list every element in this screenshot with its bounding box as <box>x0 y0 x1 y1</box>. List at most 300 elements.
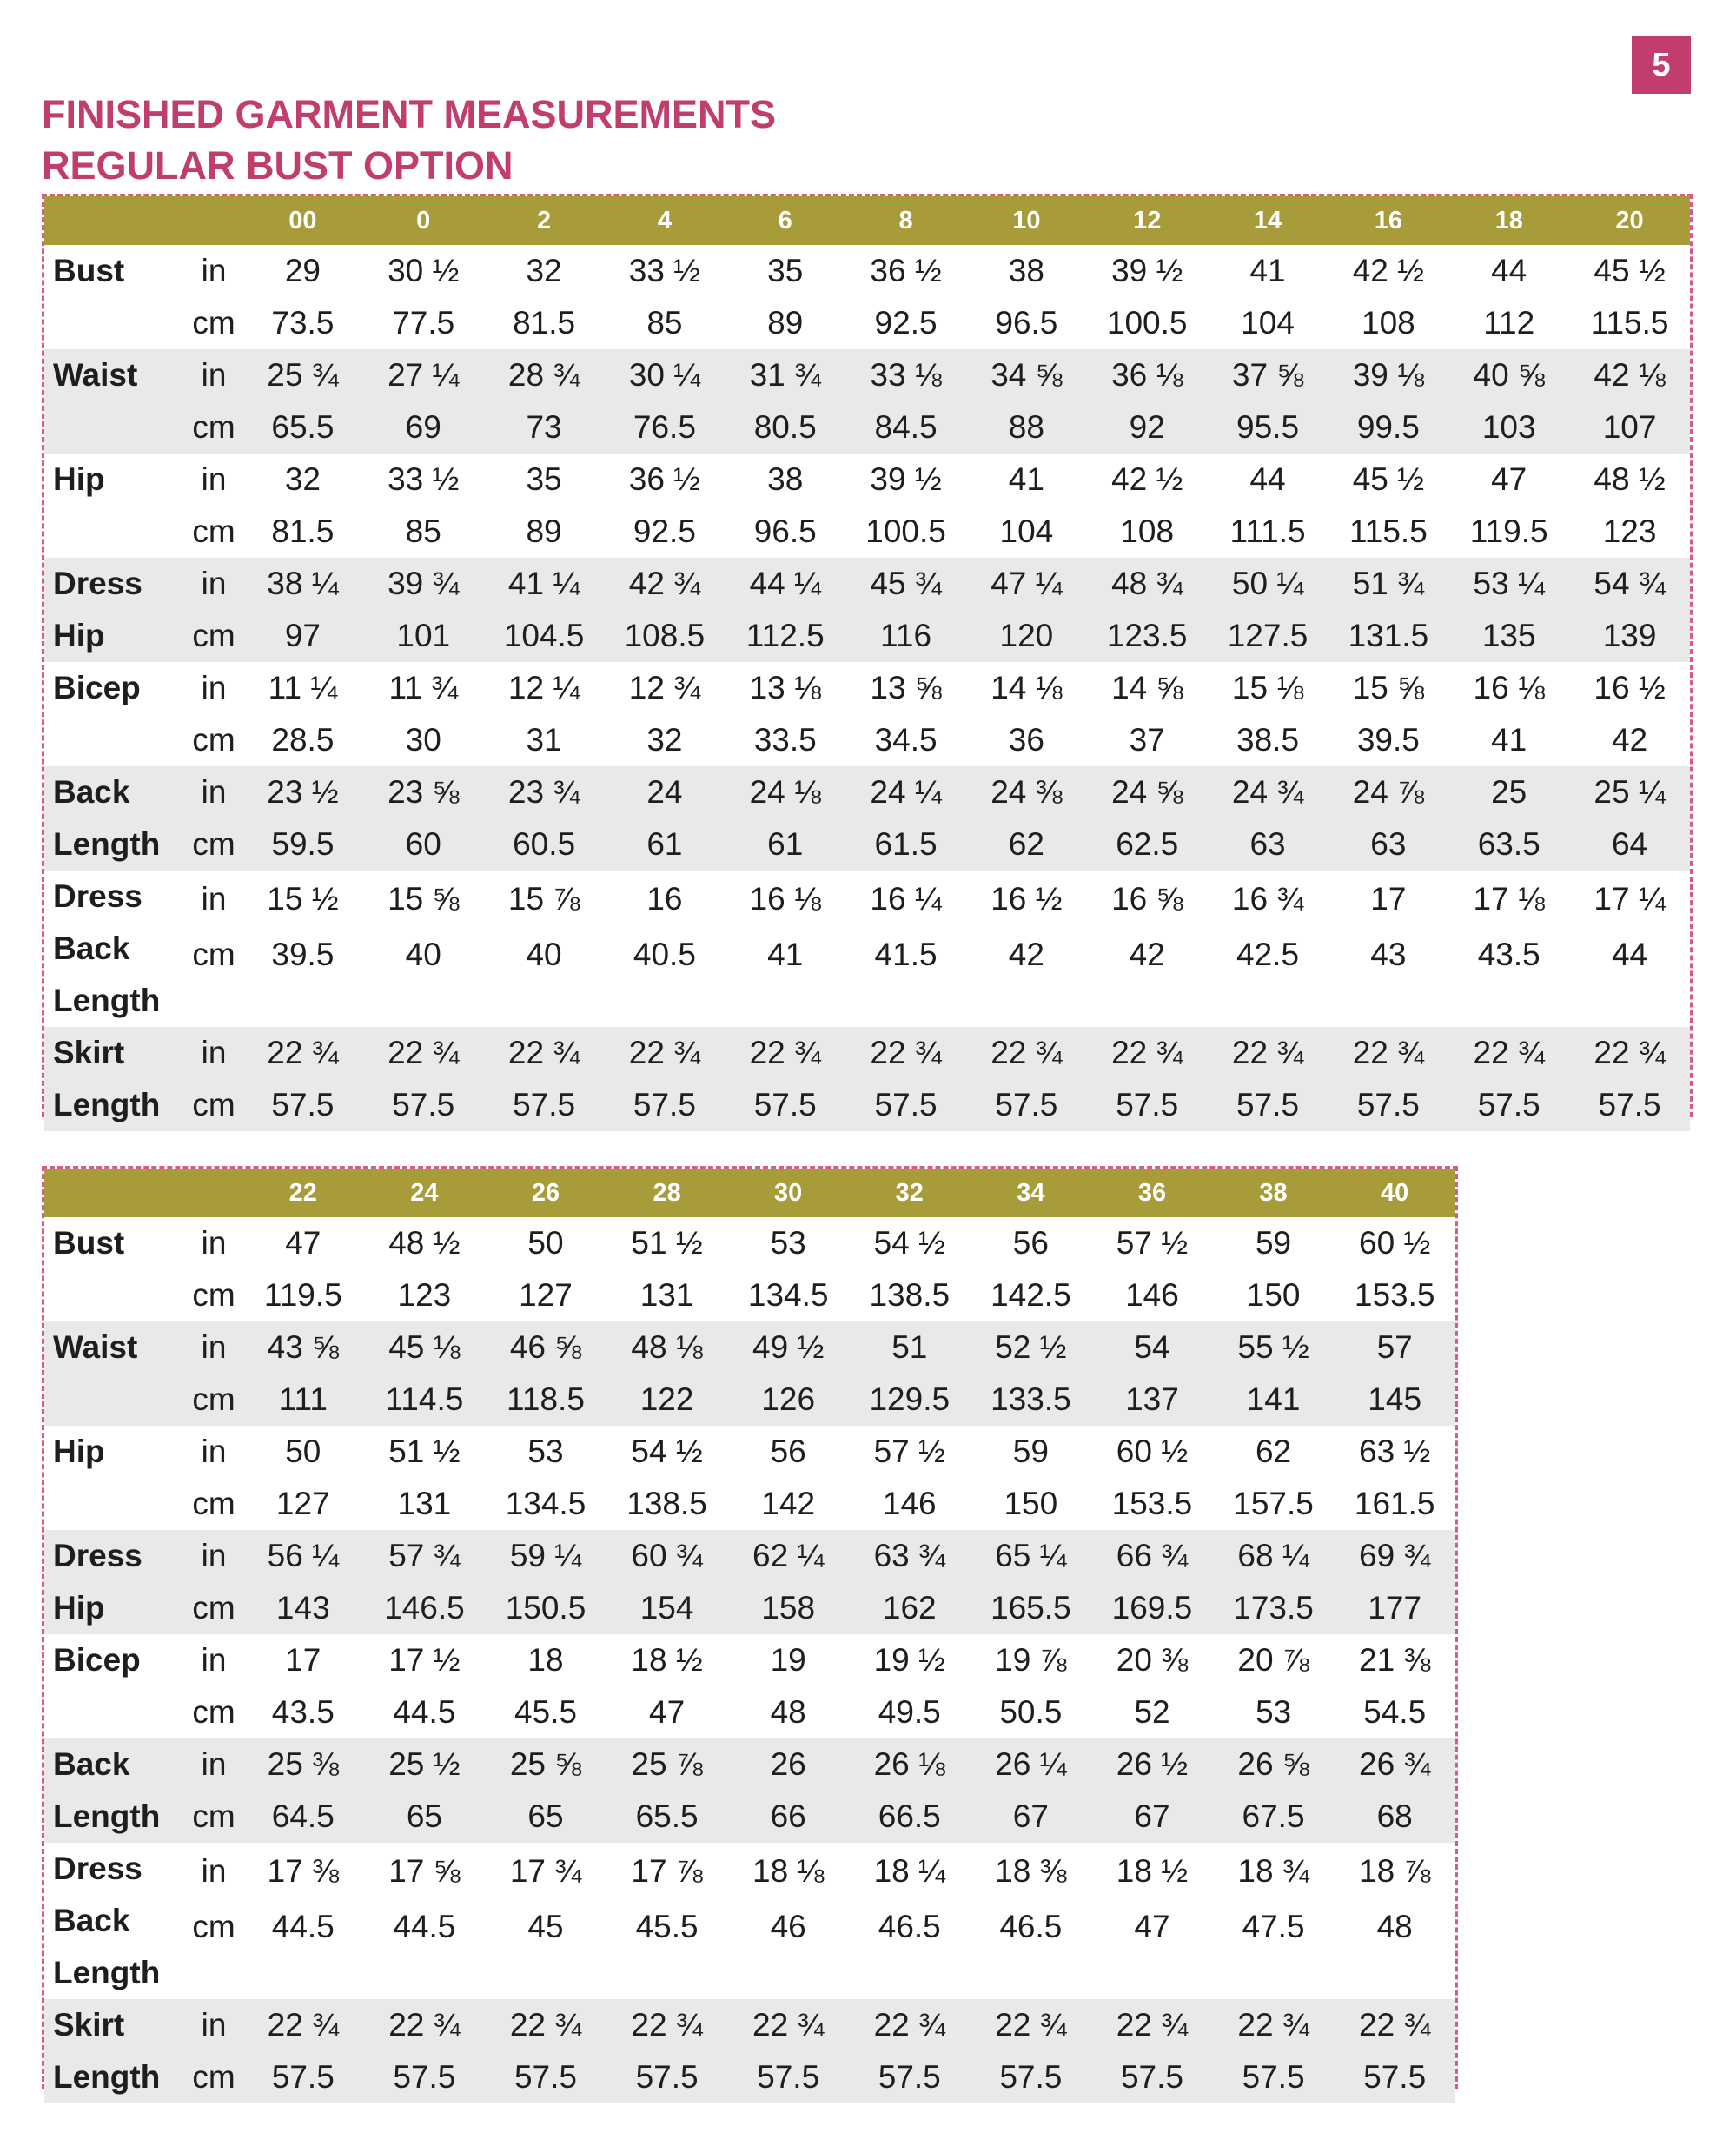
measurement-value: 169.5 <box>1091 1582 1213 1634</box>
measurement-value: 104.5 <box>484 610 605 662</box>
measurement-value: 42 ½ <box>1328 245 1448 297</box>
measurement-value: 11 ¼ <box>242 662 363 714</box>
unit-label: in <box>185 1738 242 1791</box>
measurement-value: 135 <box>1448 610 1569 662</box>
measurement-value: 104 <box>966 506 1087 558</box>
measurement-value: 57.5 <box>1448 1079 1569 1131</box>
measurement-value: 17 <box>242 1634 364 1686</box>
measurement-value: 39 ¾ <box>363 558 484 610</box>
measurement-value: 22 ¾ <box>966 1027 1087 1079</box>
measurement-value: 107 <box>1569 401 1690 454</box>
measurement-value: 45 ½ <box>1569 245 1690 297</box>
measurement-value: 39 ½ <box>845 454 966 506</box>
measurement-value: 62.5 <box>1087 818 1208 871</box>
measurement-label: Bust <box>44 1217 185 1321</box>
measurement-value: 111.5 <box>1208 506 1329 558</box>
unit-label: cm <box>185 1079 242 1131</box>
measurement-value: 60 ½ <box>1334 1217 1455 1269</box>
measurement-value: 44 <box>1208 454 1329 506</box>
measurement-value: 48 ⅛ <box>606 1321 728 1374</box>
measurement-value: 22 ¾ <box>242 1027 363 1079</box>
table-row <box>44 454 1690 506</box>
size-header-cell: 16 <box>1328 196 1448 245</box>
size-header-cell: 12 <box>1087 196 1208 245</box>
measurement-value: 57.5 <box>364 2051 486 2103</box>
size-header-cell: 00 <box>242 196 363 245</box>
measurement-value: 46 ⅝ <box>485 1321 606 1374</box>
measurement-value: 17 ¼ <box>1569 871 1690 929</box>
measurement-value: 39.5 <box>1328 714 1448 766</box>
unit-label: in <box>185 1999 242 2051</box>
measurement-value: 63 ½ <box>1334 1426 1455 1478</box>
measurement-value: 22 ¾ <box>1213 1999 1335 2051</box>
measurement-value: 62 <box>966 818 1087 871</box>
measurement-value: 88 <box>966 401 1087 454</box>
measurement-value: 67.5 <box>1213 1791 1335 1843</box>
measurement-value: 23 ½ <box>242 766 363 818</box>
table-row <box>44 297 1690 349</box>
measurement-value: 42 <box>1569 714 1690 766</box>
measurement-value: 81.5 <box>242 506 363 558</box>
measurement-value: 49.5 <box>849 1686 971 1738</box>
size-header-cell: 30 <box>727 1169 849 1217</box>
measurement-value: 22 ¾ <box>1091 1999 1213 2051</box>
measurement-value: 37 ⅝ <box>1208 349 1329 401</box>
measurement-value: 15 ½ <box>242 871 363 929</box>
measurement-value: 57 ½ <box>849 1426 971 1478</box>
measurement-value: 57.5 <box>363 1079 484 1131</box>
measurement-label: Back Length <box>44 766 185 871</box>
measurement-value: 52 ½ <box>971 1321 1092 1374</box>
measurement-label: Dress Back Length <box>44 1843 185 1999</box>
measurement-value: 92.5 <box>604 506 725 558</box>
measurement-value: 31 <box>484 714 605 766</box>
measurement-value: 84.5 <box>845 401 966 454</box>
unit-label: cm <box>185 714 242 766</box>
size-header-cell: 32 <box>849 1169 971 1217</box>
measurements-table <box>44 196 1690 1131</box>
measurement-value: 57.5 <box>1091 2051 1213 2103</box>
measurement-value: 62 ¼ <box>727 1530 849 1582</box>
measurement-value: 42 ⅛ <box>1569 349 1690 401</box>
measurement-value: 24 ⅜ <box>966 766 1087 818</box>
measurement-value: 22 ¾ <box>727 1999 849 2051</box>
measurement-value: 17 ⅜ <box>242 1843 364 1901</box>
measurement-value: 53 <box>1213 1686 1335 1738</box>
table-row <box>44 1843 1455 1901</box>
table-row <box>44 1999 1455 2051</box>
measurement-value: 51 <box>849 1321 971 1374</box>
measurement-label: Waist <box>44 1321 185 1426</box>
measurement-value: 51 ½ <box>606 1217 728 1269</box>
unit-label: cm <box>185 1374 242 1426</box>
table-row <box>44 506 1690 558</box>
measurement-value: 139 <box>1569 610 1690 662</box>
size-header-cell: 34 <box>971 1169 1092 1217</box>
measurement-value: 41 <box>725 929 845 1027</box>
measurement-value: 48 <box>1334 1901 1455 1999</box>
measurement-value: 53 ¼ <box>1448 558 1569 610</box>
measurement-value: 67 <box>1091 1791 1213 1843</box>
measurement-value: 97 <box>242 610 363 662</box>
table-row <box>44 1478 1455 1530</box>
measurement-value: 65 <box>364 1791 486 1843</box>
measurement-value: 43 <box>1328 929 1448 1027</box>
unit-label: in <box>185 1027 242 1079</box>
measurement-value: 173.5 <box>1213 1582 1335 1634</box>
size-header-cell: 24 <box>364 1169 486 1217</box>
measurement-value: 47 ¼ <box>966 558 1087 610</box>
measurement-value: 80.5 <box>725 401 845 454</box>
measurement-value: 44 <box>1448 245 1569 297</box>
table-row <box>44 1321 1455 1374</box>
measurement-value: 22 ¾ <box>1569 1027 1690 1079</box>
measurement-value: 18 <box>485 1634 606 1686</box>
measurement-value: 22 ¾ <box>845 1027 966 1079</box>
unit-label: in <box>185 871 242 929</box>
measurement-value: 100.5 <box>845 506 966 558</box>
measurement-value: 146 <box>849 1478 971 1530</box>
measurement-value: 33 ½ <box>604 245 725 297</box>
measurement-value: 38 ¼ <box>242 558 363 610</box>
unit-label: cm <box>185 2051 242 2103</box>
size-header-row <box>44 196 1690 245</box>
measurement-value: 17 ½ <box>364 1634 486 1686</box>
measurement-value: 17 <box>1328 871 1448 929</box>
measurement-value: 26 ½ <box>1091 1738 1213 1791</box>
measurement-value: 24 ⅛ <box>725 766 845 818</box>
measurement-value: 112.5 <box>725 610 845 662</box>
measurement-value: 45.5 <box>606 1901 728 1999</box>
header-blank <box>185 1169 242 1217</box>
measurement-value: 111 <box>242 1374 364 1426</box>
measurements-table-sizes-00-20 <box>42 194 1693 1122</box>
size-header-cell: 38 <box>1213 1169 1335 1217</box>
measurement-value: 45.5 <box>485 1686 606 1738</box>
measurement-value: 114.5 <box>364 1374 486 1426</box>
table-row <box>44 1374 1455 1426</box>
measurement-value: 46.5 <box>971 1901 1092 1999</box>
measurement-value: 14 ⅝ <box>1087 662 1208 714</box>
measurement-value: 129.5 <box>849 1374 971 1426</box>
measurement-value: 85 <box>604 297 725 349</box>
table-row <box>44 349 1690 401</box>
measurement-value: 22 ¾ <box>485 1999 606 2051</box>
measurement-value: 22 ¾ <box>484 1027 605 1079</box>
unit-label: in <box>185 558 242 610</box>
table-row <box>44 1738 1455 1791</box>
measurement-value: 150 <box>1213 1269 1335 1321</box>
measurement-value: 143 <box>242 1582 364 1634</box>
unit-label: cm <box>185 1901 242 1999</box>
measurement-value: 27 ¼ <box>363 349 484 401</box>
measurement-value: 61.5 <box>845 818 966 871</box>
measurement-label: Hip <box>44 1426 185 1530</box>
measurement-value: 16 <box>604 871 725 929</box>
measurement-value: 57 <box>1334 1321 1455 1374</box>
measurement-value: 32 <box>484 245 605 297</box>
measurement-value: 18 ¾ <box>1213 1843 1335 1901</box>
measurement-value: 150 <box>971 1478 1092 1530</box>
measurement-value: 23 ⅝ <box>363 766 484 818</box>
measurement-value: 131 <box>606 1269 728 1321</box>
unit-label: in <box>185 349 242 401</box>
measurement-value: 57.5 <box>1328 1079 1448 1131</box>
measurement-value: 22 ¾ <box>725 1027 845 1079</box>
measurement-value: 42 ¾ <box>604 558 725 610</box>
table-row <box>44 401 1690 454</box>
measurement-value: 115.5 <box>1569 297 1690 349</box>
measurement-value: 108 <box>1328 297 1448 349</box>
measurement-value: 63 ¾ <box>849 1530 971 1582</box>
unit-label: in <box>185 454 242 506</box>
measurement-value: 60 ½ <box>1091 1426 1213 1478</box>
measurement-value: 89 <box>725 297 845 349</box>
measurement-label: Back Length <box>44 1738 185 1843</box>
measurement-value: 15 ⅞ <box>484 871 605 929</box>
measurement-value: 26 ¼ <box>971 1738 1092 1791</box>
measurement-value: 22 ¾ <box>849 1999 971 2051</box>
measurement-value: 54 ¾ <box>1569 558 1690 610</box>
measurement-value: 57.5 <box>1087 1079 1208 1131</box>
size-header-cell: 22 <box>242 1169 364 1217</box>
measurement-value: 28 ¾ <box>484 349 605 401</box>
measurement-value: 146.5 <box>364 1582 486 1634</box>
measurement-value: 41 ¼ <box>484 558 605 610</box>
measurement-value: 137 <box>1091 1374 1213 1426</box>
measurement-value: 45 ⅛ <box>364 1321 486 1374</box>
measurement-value: 42 ½ <box>1087 454 1208 506</box>
measurement-value: 33 ⅛ <box>845 349 966 401</box>
measurement-label: Bust <box>44 245 185 349</box>
measurement-value: 32 <box>242 454 363 506</box>
header-blank <box>185 196 242 245</box>
measurement-value: 47 <box>1091 1901 1213 1999</box>
size-header-cell: 8 <box>845 196 966 245</box>
measurement-value: 18 ⅜ <box>971 1843 1092 1901</box>
measurement-value: 127.5 <box>1208 610 1329 662</box>
measurement-label: Dress Hip <box>44 558 185 662</box>
measurement-value: 25 ⅝ <box>485 1738 606 1791</box>
measurement-value: 17 ⅛ <box>1448 871 1569 929</box>
measurement-value: 123.5 <box>1087 610 1208 662</box>
measurement-value: 57.5 <box>1334 2051 1455 2103</box>
measurement-value: 31 ¾ <box>725 349 845 401</box>
measurement-value: 20 ⅜ <box>1091 1634 1213 1686</box>
measurement-value: 138.5 <box>606 1478 728 1530</box>
table-row <box>44 245 1690 297</box>
measurement-value: 47 <box>1448 454 1569 506</box>
measurement-value: 34.5 <box>845 714 966 766</box>
measurement-value: 12 ¾ <box>604 662 725 714</box>
measurement-value: 39.5 <box>242 929 363 1027</box>
measurement-value: 39 ½ <box>1087 245 1208 297</box>
measurement-value: 46.5 <box>849 1901 971 1999</box>
measurement-value: 54 <box>1091 1321 1213 1374</box>
unit-label: cm <box>185 1269 242 1321</box>
table-row <box>44 1027 1690 1079</box>
measurement-value: 134.5 <box>727 1269 849 1321</box>
measurement-value: 42 <box>1087 929 1208 1027</box>
measurement-value: 35 <box>484 454 605 506</box>
measurement-value: 145 <box>1334 1374 1455 1426</box>
measurement-value: 122 <box>606 1374 728 1426</box>
measurement-value: 96.5 <box>725 506 845 558</box>
measurement-value: 20 ⅞ <box>1213 1634 1335 1686</box>
measurement-value: 36 ½ <box>604 454 725 506</box>
measurement-value: 43 ⅝ <box>242 1321 364 1374</box>
measurement-label: Bicep <box>44 662 185 766</box>
measurement-value: 45 ½ <box>1328 454 1448 506</box>
measurement-value: 52 <box>1091 1686 1213 1738</box>
measurement-value: 22 ¾ <box>1087 1027 1208 1079</box>
measurement-value: 22 ¾ <box>1334 1999 1455 2051</box>
measurement-value: 21 ⅜ <box>1334 1634 1455 1686</box>
measurement-value: 142 <box>727 1478 849 1530</box>
table-row <box>44 1530 1455 1582</box>
measurement-value: 24 <box>604 766 725 818</box>
unit-label: in <box>185 766 242 818</box>
size-header-cell: 26 <box>485 1169 606 1217</box>
measurement-value: 104 <box>1208 297 1329 349</box>
measurement-value: 85 <box>363 506 484 558</box>
table-row <box>44 610 1690 662</box>
measurement-value: 33 ½ <box>363 454 484 506</box>
measurement-value: 51 ¾ <box>1328 558 1448 610</box>
size-header-row <box>44 1169 1455 1217</box>
measurement-value: 22 ¾ <box>606 1999 728 2051</box>
measurement-value: 25 <box>1448 766 1569 818</box>
measurement-value: 67 <box>971 1791 1092 1843</box>
measurement-value: 68 <box>1334 1791 1455 1843</box>
measurement-value: 17 ⅝ <box>364 1843 486 1901</box>
measurement-label: Skirt Length <box>44 1999 185 2103</box>
measurement-value: 50 <box>242 1426 364 1478</box>
measurement-value: 44 ¼ <box>725 558 845 610</box>
measurement-value: 57.5 <box>966 1079 1087 1131</box>
measurement-value: 16 ½ <box>1569 662 1690 714</box>
measurement-value: 62 <box>1213 1426 1335 1478</box>
unit-label: cm <box>185 1478 242 1530</box>
measurement-value: 17 ¾ <box>485 1843 606 1901</box>
measurement-value: 92 <box>1087 401 1208 454</box>
table-row <box>44 714 1690 766</box>
measurement-value: 126 <box>727 1374 849 1426</box>
unit-label: in <box>185 1321 242 1374</box>
measurement-value: 54 ½ <box>606 1426 728 1478</box>
unit-label: in <box>185 1843 242 1901</box>
measurement-value: 81.5 <box>484 297 605 349</box>
measurement-value: 57.5 <box>845 1079 966 1131</box>
measurement-value: 13 ⅛ <box>725 662 845 714</box>
unit-label: in <box>185 1426 242 1478</box>
measurement-value: 48 ¾ <box>1087 558 1208 610</box>
measurement-value: 26 <box>727 1738 849 1791</box>
measurement-value: 65 ¼ <box>971 1530 1092 1582</box>
measurement-value: 60 <box>363 818 484 871</box>
table-row <box>44 1791 1455 1843</box>
measurement-value: 25 ¼ <box>1569 766 1690 818</box>
measurement-value: 55 ½ <box>1213 1321 1335 1374</box>
page-number-badge: 5 <box>1632 36 1691 94</box>
measurement-value: 25 ⅜ <box>242 1738 364 1791</box>
measurement-value: 38 <box>966 245 1087 297</box>
measurement-value: 96.5 <box>966 297 1087 349</box>
measurement-value: 42 <box>966 929 1087 1027</box>
measurement-value: 22 ¾ <box>1328 1027 1448 1079</box>
measurement-value: 25 ½ <box>364 1738 486 1791</box>
table-row <box>44 766 1690 818</box>
measurement-value: 41.5 <box>845 929 966 1027</box>
page-subtitle: REGULAR BUST OPTION <box>42 143 514 188</box>
measurement-value: 23 ¾ <box>484 766 605 818</box>
measurement-value: 18 ⅞ <box>1334 1843 1455 1901</box>
table-row <box>44 1217 1455 1269</box>
size-header-cell: 28 <box>606 1169 728 1217</box>
measurement-value: 28.5 <box>242 714 363 766</box>
size-header-cell: 18 <box>1448 196 1569 245</box>
measurement-value: 101 <box>363 610 484 662</box>
measurement-value: 57.5 <box>242 2051 364 2103</box>
measurement-value: 30 ½ <box>363 245 484 297</box>
measurement-value: 66.5 <box>849 1791 971 1843</box>
measurement-value: 77.5 <box>363 297 484 349</box>
measurement-value: 18 ½ <box>606 1634 728 1686</box>
unit-label: cm <box>185 610 242 662</box>
measurement-value: 134.5 <box>485 1478 606 1530</box>
measurement-value: 68 ¼ <box>1213 1530 1335 1582</box>
measurements-table-sizes-22-40 <box>42 1166 1458 2095</box>
measurement-value: 16 ½ <box>966 871 1087 929</box>
size-header-cell: 6 <box>725 196 845 245</box>
size-header-cell: 36 <box>1091 1169 1213 1217</box>
measurements-table <box>44 1169 1455 2103</box>
table-row <box>44 558 1690 610</box>
measurement-value: 37 <box>1087 714 1208 766</box>
measurement-value: 95.5 <box>1208 401 1329 454</box>
measurement-value: 15 ⅛ <box>1208 662 1329 714</box>
measurement-value: 50.5 <box>971 1686 1092 1738</box>
measurement-label: Dress Back Length <box>44 871 185 1027</box>
size-header-cell: 2 <box>484 196 605 245</box>
measurement-value: 35 <box>725 245 845 297</box>
measurement-value: 61 <box>604 818 725 871</box>
measurement-value: 162 <box>849 1582 971 1634</box>
measurement-label: Bicep <box>44 1634 185 1738</box>
measurement-value: 22 ¾ <box>1448 1027 1569 1079</box>
table-row <box>44 1582 1455 1634</box>
unit-label: cm <box>185 401 242 454</box>
measurement-value: 54.5 <box>1334 1686 1455 1738</box>
measurement-value: 39 ⅛ <box>1328 349 1448 401</box>
measurement-value: 15 ⅝ <box>363 871 484 929</box>
measurement-value: 63.5 <box>1448 818 1569 871</box>
measurement-value: 57.5 <box>1569 1079 1690 1131</box>
measurement-value: 44 <box>1569 929 1690 1027</box>
measurement-value: 100.5 <box>1087 297 1208 349</box>
measurement-label: Waist <box>44 349 185 454</box>
measurement-value: 119.5 <box>1448 506 1569 558</box>
table-row <box>44 1686 1455 1738</box>
measurement-value: 116 <box>845 610 966 662</box>
measurement-value: 65 <box>485 1791 606 1843</box>
measurement-value: 108.5 <box>604 610 725 662</box>
unit-label: in <box>185 1217 242 1269</box>
measurement-value: 22 ¾ <box>364 1999 486 2051</box>
measurement-value: 18 ½ <box>1091 1843 1213 1901</box>
measurement-value: 60 ¾ <box>606 1530 728 1582</box>
measurement-value: 103 <box>1448 401 1569 454</box>
